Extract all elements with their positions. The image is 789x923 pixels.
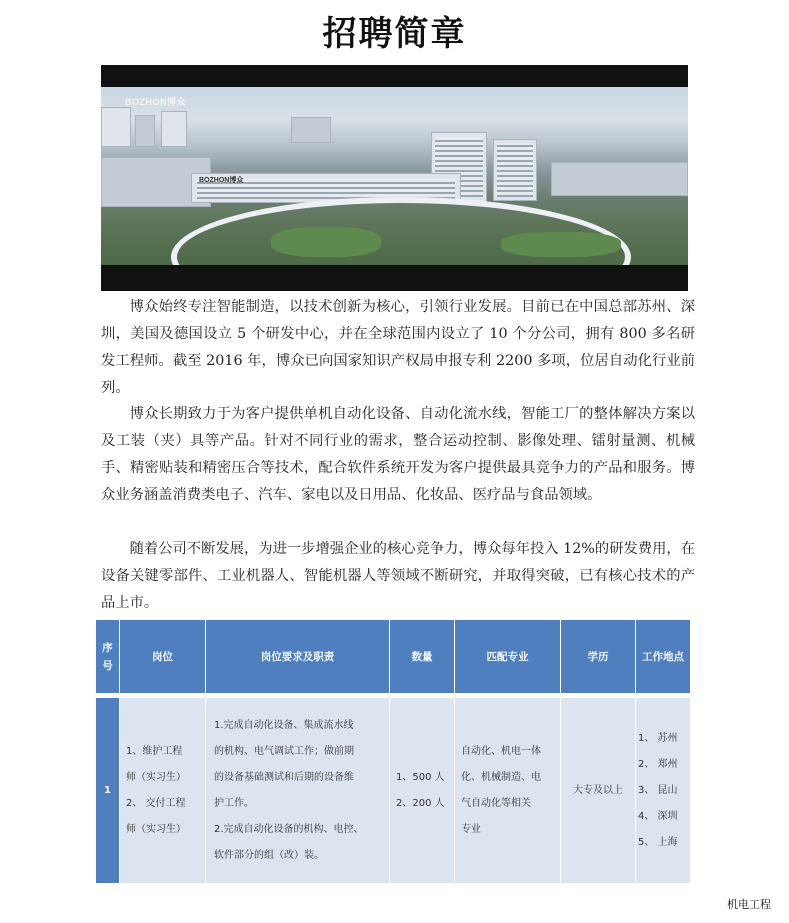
header-education: 学历	[561, 620, 636, 694]
intro-paragraph-2: 博众长期致力于为客户提供单机自动化设备、自动化流水线，智能工厂的整体解决方案以及工装（夹）具等产品。针对不同行业的需求，整合运动控制、影像处理、镭射量测、机械手、精密贴装和精密压合等技术，配合软件系统开发为客户提供最具竞争力的产品和服务。博众业务涵盖消费类电子、汽车、家电以及日用品、化妆品、医疗品与食品领域。	[101, 406, 695, 503]
row-requirements: 1.完成自动化设备、集成流水线 的机构、电气调试工作；做前期 的设备基础测试和后期的设备维 护工作。 2.完成自动化设备的机构、电控、 软件部分的组（改）装。	[206, 698, 390, 884]
building-logo: BOZHON博众	[199, 177, 244, 184]
header-position: 岗位	[120, 620, 206, 694]
row-quantities: 1、500 人 2、200 人	[390, 698, 455, 884]
intro-paragraph-3: 随着公司不断发展，为进一步增强企业的核心竞争力，博众每年投入 12%的研发费用，在设备关键零部件、工业机器人、智能机器人等领域不断研究，并取得突破，已有核心技术的产品上市。	[101, 541, 695, 611]
header-major: 匹配专业	[455, 620, 561, 694]
row-education: 大专及以上	[561, 698, 636, 884]
company-banner-image	[101, 65, 688, 291]
row-positions: 1、维护工程 师（实习生） 2、 交付工程 师（实习生）	[120, 698, 206, 884]
row-index: 1	[96, 698, 120, 884]
page-title: 招聘简章	[322, 14, 467, 54]
header-index: 序号	[96, 620, 120, 694]
bozhon-logo: BOZHON博众	[125, 97, 186, 107]
header-requirements: 岗位要求及职责	[206, 620, 390, 694]
footer-label: 机电工程	[727, 898, 771, 911]
header-quantity: 数量	[390, 620, 455, 694]
header-location: 工作地点	[636, 620, 691, 694]
job-table	[95, 619, 691, 884]
table-header-row	[96, 620, 691, 694]
row-locations: 1、 苏州 2、 郑州 3、 昆山 4、 深圳 5、 上海	[636, 698, 691, 884]
table-row	[96, 698, 691, 884]
intro-paragraph-1: 博众始终专注智能制造，以技术创新为核心，引领行业发展。目前已在中国总部苏州、深圳，美国及德国设立 5 个研发中心，并在全球范围内设立了 10 个分公司，拥有 800 多名研发工程师。截至 2016 年，博众已向国家知识产权局申报专利 2200 多项，位居自动化行业前列。	[101, 299, 695, 396]
factory-aerial-photo	[101, 87, 688, 265]
row-majors: 自动化、机电一体 化、机械制造、电 气自动化等相关 专业	[455, 698, 561, 884]
